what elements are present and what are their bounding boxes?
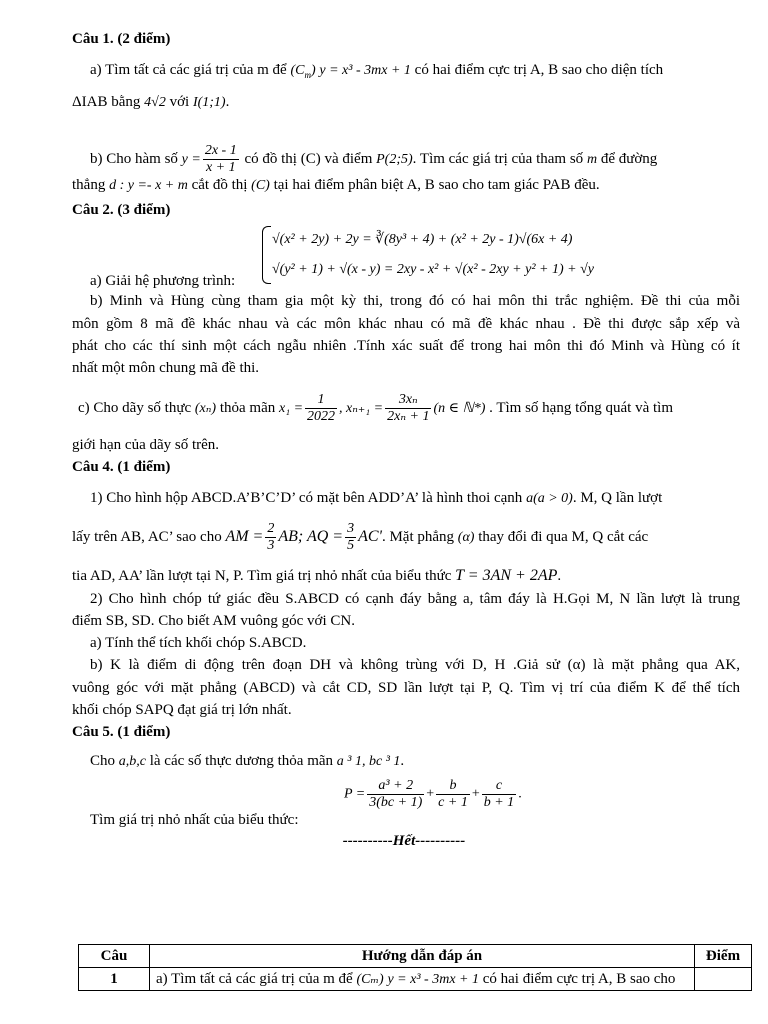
q4-p3: tia AD, AA’ lần lượt tại N, P. Tìm giá trị nhỏ nhất của biểu thức T = 3AN + 2AP. [72, 567, 562, 584]
q2b-line1: b) Minh và Hùng cùng tham gia một kỳ thi, trong đó có hai môn thi trắc nghiệm. Đề thi của mỗi [90, 293, 740, 309]
point-i: I(1;1) [192, 95, 226, 110]
sequence-xn: (xₙ) [194, 401, 217, 416]
curve-cm: $(C_m)$ [290, 63, 316, 80]
end-marker: ----------Hết---------- [342, 833, 466, 849]
condition: a ³ 1, bc ³ 1 [336, 754, 401, 769]
answer-table [78, 944, 752, 991]
q1b-line2: thẳng d : y =- x + m cắt đồ thị (C) tại hai điểm phân biệt A, B sao cho tam giác PAB đều. [72, 177, 600, 193]
q4-p8: vuông góc với mặt phẳng (ABCD) và cắt CD, SD lần lượt tại P, Q. Tìm vị trí của điểm K để thể tích [72, 680, 740, 696]
q2b-line3: phát cho các thí sinh một cách ngẫu nhiên .Tính xác suất để trong hai môn thi đó Minh và Hùng có ít [72, 338, 740, 354]
q2b-line2: môn gồm 8 mã đề khác nhau và các môn khác nhau có mã đề khác nhau . Đề thi được sắp xếp và [72, 316, 740, 332]
row-content: a) Tìm tất cả các giá trị của m để (Cₘ) y = x³ - 3mx + 1 có hai điểm cực trị A, B sao cho [150, 968, 695, 991]
q4-p7: b) K là điểm di động trên đoạn DH và không trùng với D, H .Giả sử (α) là mặt phẳng qua AK, [90, 657, 740, 673]
q4-p2: lấy trên AB, AC’ sao cho AM = $\frac{2}{3}$ AB; AQ = $\frac{3}{5}$ AC'. Mặt phẳng (α) thay đổi đi qua M, Q cắt các [72, 521, 649, 554]
q4-title: Câu 4. (1 điểm) [72, 459, 171, 475]
header-cau: Câu [79, 945, 150, 968]
q1a-line1: a) Tìm tất cả các giá trị của m để $(C_m) y = x^3 - 3mx + 1$ có hai điểm cực trị A, B sao cho diện tích [90, 62, 664, 80]
point-p: P(2;5) [376, 151, 413, 167]
table-header-row [79, 945, 752, 968]
q4-p6: a) Tính thể tích khối chóp S.ABCD. [90, 635, 307, 651]
q1b-line1: b) Cho hàm số y = $\frac{2x - 1}{x + 1}$ có đồ thị (C) và điểm P(2;5). Tìm các giá trị của tham số m để đường [90, 143, 658, 175]
q5-line2: Tìm giá trị nhỏ nhất của biểu thức: [90, 812, 299, 828]
q4-p1: 1) Cho hình hộp ABCD.A’B’C’D’ có mặt bên ADD’A’ là hình thoi cạnh a(a > 0). M, Q lần lượt [90, 490, 663, 506]
q4-p9: khối chóp SAPQ đạt giá trị lớn nhất. [72, 702, 292, 718]
area-value: 4√2 [144, 95, 166, 110]
q5-title: Câu 5. (1 điểm) [72, 724, 171, 740]
system-eq1: √(x² + 2y) + 2y = ∛(8y³ + 4) + (x² + 2y - 1)√(6x + 4) [272, 232, 573, 247]
q2c-line2: giới hạn của dãy số trên. [72, 437, 220, 453]
header-diem: Điểm [695, 945, 752, 968]
q1b-fraction: $\frac{2x - 1}{x + 1}$ [204, 143, 237, 175]
q1a-line2: ΔIAB bằng 4√2 với I(1;1). [72, 94, 230, 110]
q2b-line4: nhất một môn chung mã đề thi. [72, 360, 260, 376]
row-points [695, 968, 752, 991]
q4-p4: 2) Cho hình chóp tứ giác đều S.ABCD có cạnh đáy bằng a, tâm đáy là H.Gọi M, N lần lượt là trung [90, 591, 740, 607]
header-huong-dan: Hướng dẫn đáp án [150, 945, 695, 968]
table-row [79, 968, 752, 991]
q2-title: Câu 2. (3 điểm) [72, 202, 171, 218]
q4-p5: điểm SB, SD. Cho biết AM vuông góc với CN. [72, 613, 355, 629]
system-eq2: √(y² + 1) + √(x - y) = 2xy - x² + √(x² - 2xy + y² + 1) + √y [272, 262, 594, 277]
q2c-line1: c) Cho dãy số thực (xₙ) thỏa mãn x₁ = $\frac{1}{2022}$ , xₙ₊₁ = $\frac{\text{3xₙ}}{\text{2xₙ + 1}}$ (n ∈ ℕ*) . Tìm số hạng tổng quát và tìm [78, 392, 673, 425]
line-d: d : y =- x + m [109, 178, 188, 193]
q1-title: Câu 1. (2 điểm) [72, 31, 171, 47]
p-expression: P = $\frac{\text{a³ + 2}}{3(bc + 1)}$ + $\frac{b}{c + 1}$ + $\frac{c}{b + 1}$ . [344, 778, 522, 810]
q5-line1: Cho a,b,c là các số thực dương thỏa mãn a ³ 1, bc ³ 1. [90, 753, 405, 769]
row-number: 1 [79, 968, 150, 991]
q2a-text: a) Giải hệ phương trình: [90, 273, 236, 289]
q1a-function: y = x³ - 3mx + 1 [319, 63, 411, 78]
expression-t: T = 3AN + 2AP [455, 567, 558, 584]
